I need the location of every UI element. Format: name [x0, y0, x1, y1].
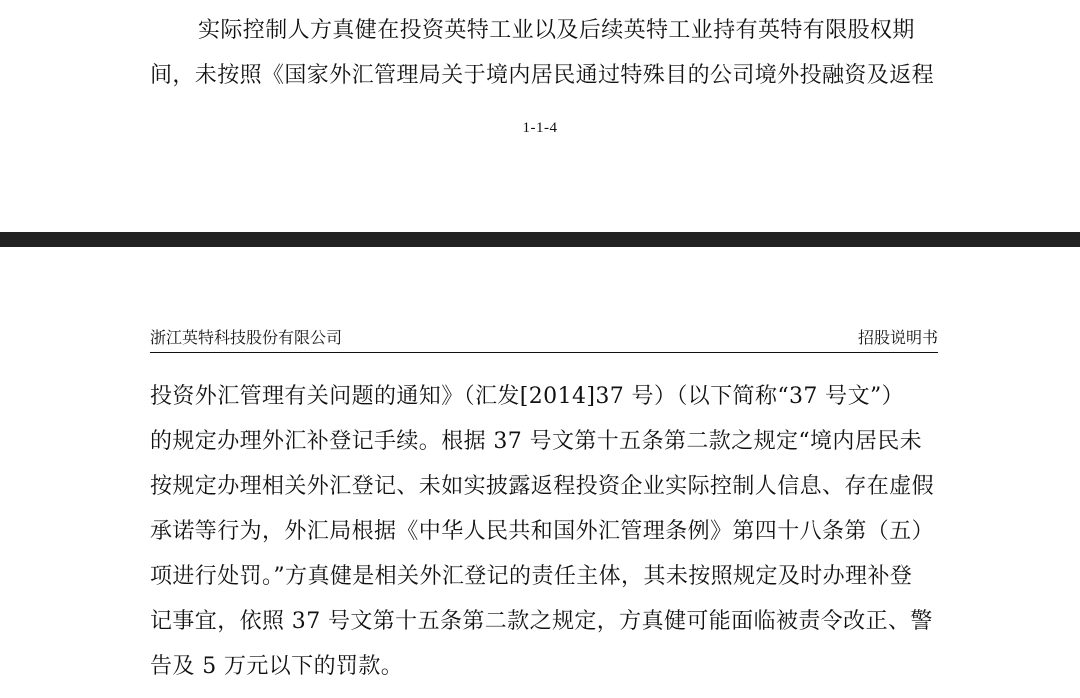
page-number: 1-1-4: [522, 120, 558, 136]
body-text-line: 承诺等行为，外汇局根据《中华人民共和国外汇管理条例》第四十八条第（五）: [150, 519, 935, 544]
body-text-line: 投资外汇管理有关问题的通知》（汇发[2014]37 号）（以下简称“37 号文”）: [150, 384, 905, 409]
body-text-line: 按规定办理相关外汇登记、未如实披露返程投资企业实际控制人信息、存在虚假: [150, 474, 935, 499]
body-text-line: 的规定办理外汇补登记手续。根据 37 号文第十五条第二款之规定“境内居民未: [150, 429, 923, 454]
header-rule: [150, 352, 938, 353]
body-text-line: 实际控制人方真健在投资英特工业以及后续英特工业持有英特有限股权期: [198, 18, 915, 43]
body-text-line: 记事宜，依照 37 号文第十五条第二款之规定，方真健可能面临被责令改正、警: [150, 609, 933, 634]
running-header-company: 浙江英特科技股份有限公司: [150, 328, 343, 347]
document-page-upper: [0, 0, 1080, 232]
body-text-line: 间，未按照《国家外汇管理局关于境内居民通过特殊目的公司境外投融资及返程: [150, 63, 935, 88]
page-separator: [0, 232, 1080, 247]
body-text-line: 项进行处罚。”方真健是相关外汇登记的责任主体，其未按照规定及时办理补登: [150, 564, 913, 589]
running-header-title: 招股说明书: [857, 328, 938, 347]
body-text-line: 告及 5 万元以下的罚款。: [150, 654, 404, 679]
